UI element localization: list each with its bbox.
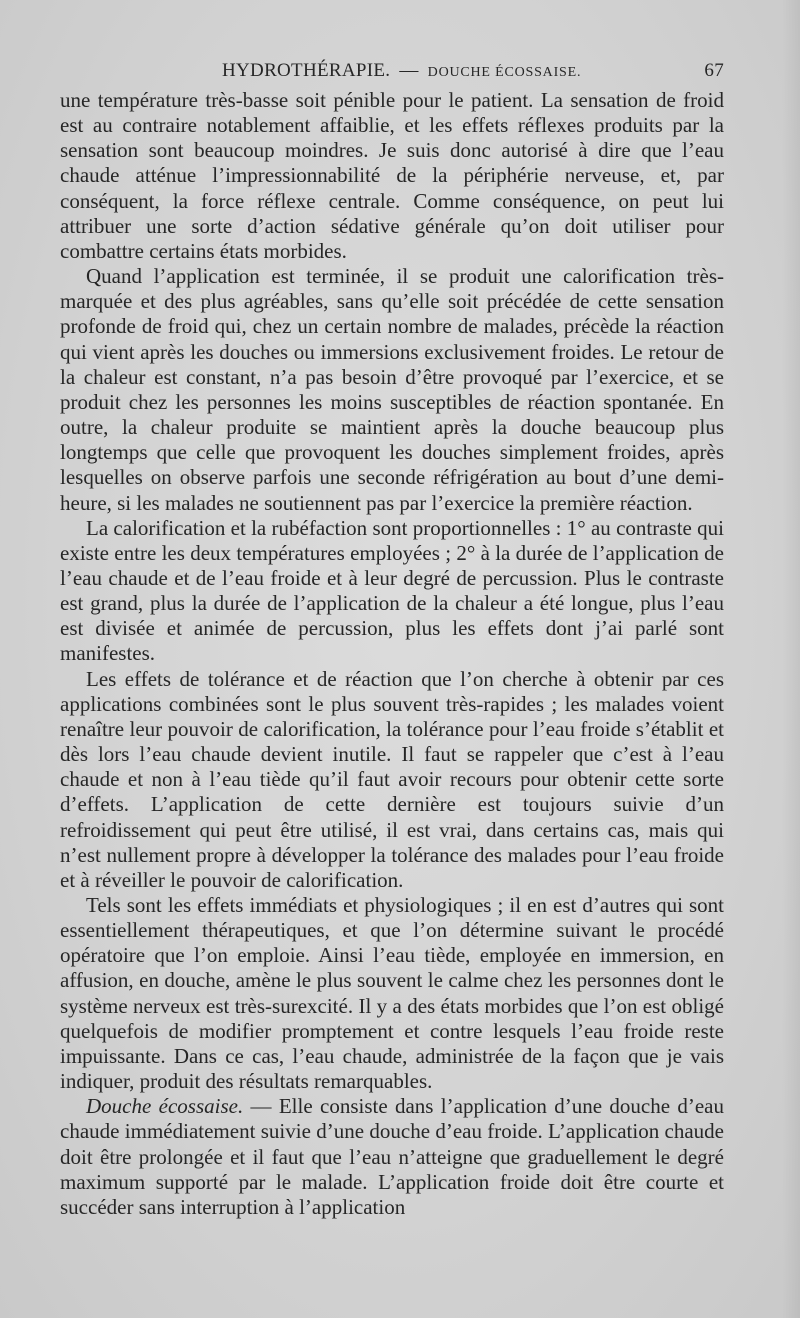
paragraph-effets-therapeutiques: Tels sont les effets immédiats et physiologiques ; il en est d’autres qui sont essentiellement thérapeutiques, et que l’on détermine suivant le procédé opératoire que l’on emploie. Ainsi l’eau tiède, employée en immersion, en affusion, en douche, amène le plus souvent le calme chez les personnes dont le système nerveux est très-surexcité. Il y a des états morbides que l’on est obligé quelquefois de modifier promptement et contre lesquels l’eau froide reste impuissante. Dans ce cas, l’eau chaude, administrée de la façon que je vais indiquer, produit des résultats remarquables. xyxy=(60,893,724,1094)
paragraph-calorification: Quand l’application est terminée, il se produit une calorification très-marquée et des plus agréables, sans qu’elle soit précédée de cette sensation profonde de froid qui, chez un certain nombre de malades, précède la réaction qui vient après les douches ou immersions exclusivement froides. Le retour de la chaleur est constant, n’a pas besoin d’être provoqué par l’exercice, et se produit chez les personnes les moins susceptibles de réaction spontanée. En outre, la chaleur produite se maintient après la douche beaucoup plus longtemps que celle que provoquent les douches simplement froides, après lesquelles on observe parfois une seconde réfrigération au bout d’une demi-heure, si les malades ne soutiennent pas par l’exercice la première réaction. xyxy=(60,264,724,515)
page-edge-shadow xyxy=(782,0,800,1318)
running-title-main: HYDROTHÉRAPIE. xyxy=(222,60,391,81)
paragraph-douche-ecossaise xyxy=(60,1094,724,1220)
running-title-dash: — xyxy=(399,60,419,81)
paragraph-proportionnelles: La calorification et la rubéfaction sont proportionnelles : 1° au contraste qui existe entre les deux températures employées ; 2° à la durée de l’application de l’eau chaude et de l’eau froide et à leur degré de percussion. Plus le contraste est grand, plus la durée de l’application de la chaleur a été longue, plus l’eau est divisée et animée de percussion, plus les effets dont j’ai parlé sont manifestes. xyxy=(60,515,724,666)
paragraph-continuation: une température très-basse soit pénible pour le patient. La sensation de froid est au contraire notablement affaiblie, et les effets réflexes produits par la sensation sont beaucoup moindres. Je suis donc autorisé à dire que l’eau chaude atténue l’impressionnabilité de la périphérie nerveuse, et, par conséquent, la force réflexe centrale. Comme conséquence, on peut lui attribuer une sorte d’action sédative générale qu’on doit utiliser pour combattre certains états morbides. xyxy=(60,88,724,263)
section-heading-italic: Douche écossaise. xyxy=(86,1094,244,1119)
paragraph-douche-ecossaise-text: — Elle consiste dans l’application d’une douche d’eau chaude immédiatement suivie d’une douche d’eau froide. L’application chaude doit être prolongée et il faut que l’eau n’atteigne que graduellement le degré maximum supporté par le malade. L’application froide doit être courte et succéder sans interruption à l’application xyxy=(60,1094,724,1219)
paragraph-tolerance: Les effets de tolérance et de réaction que l’on cherche à obtenir par ces applications combinées sont le plus souvent très-rapides ; les malades voient renaître leur pouvoir de calorification, la tolérance pour l’eau froide s’établit et dès lors l’eau chaude devient inutile. Il faut se rappeler que c’est à l’eau chaude et non à l’eau tiède qu’il faut avoir recours pour obtenir cette sorte d’effets. L’application de cette dernière est toujours suivie d’un refroidissement qui peut être utilisé, il est vrai, dans certains cas, mais qui n’est nullement propre à développer la tolérance des malades pour l’eau froide et à réveiller le pouvoir de calorification. xyxy=(60,666,724,892)
page-number: 67 xyxy=(704,60,724,81)
running-header xyxy=(62,58,724,84)
running-title xyxy=(222,58,581,86)
body-text xyxy=(60,88,724,1220)
running-title-sub: DOUCHE ÉCOSSAISE. xyxy=(427,65,582,80)
